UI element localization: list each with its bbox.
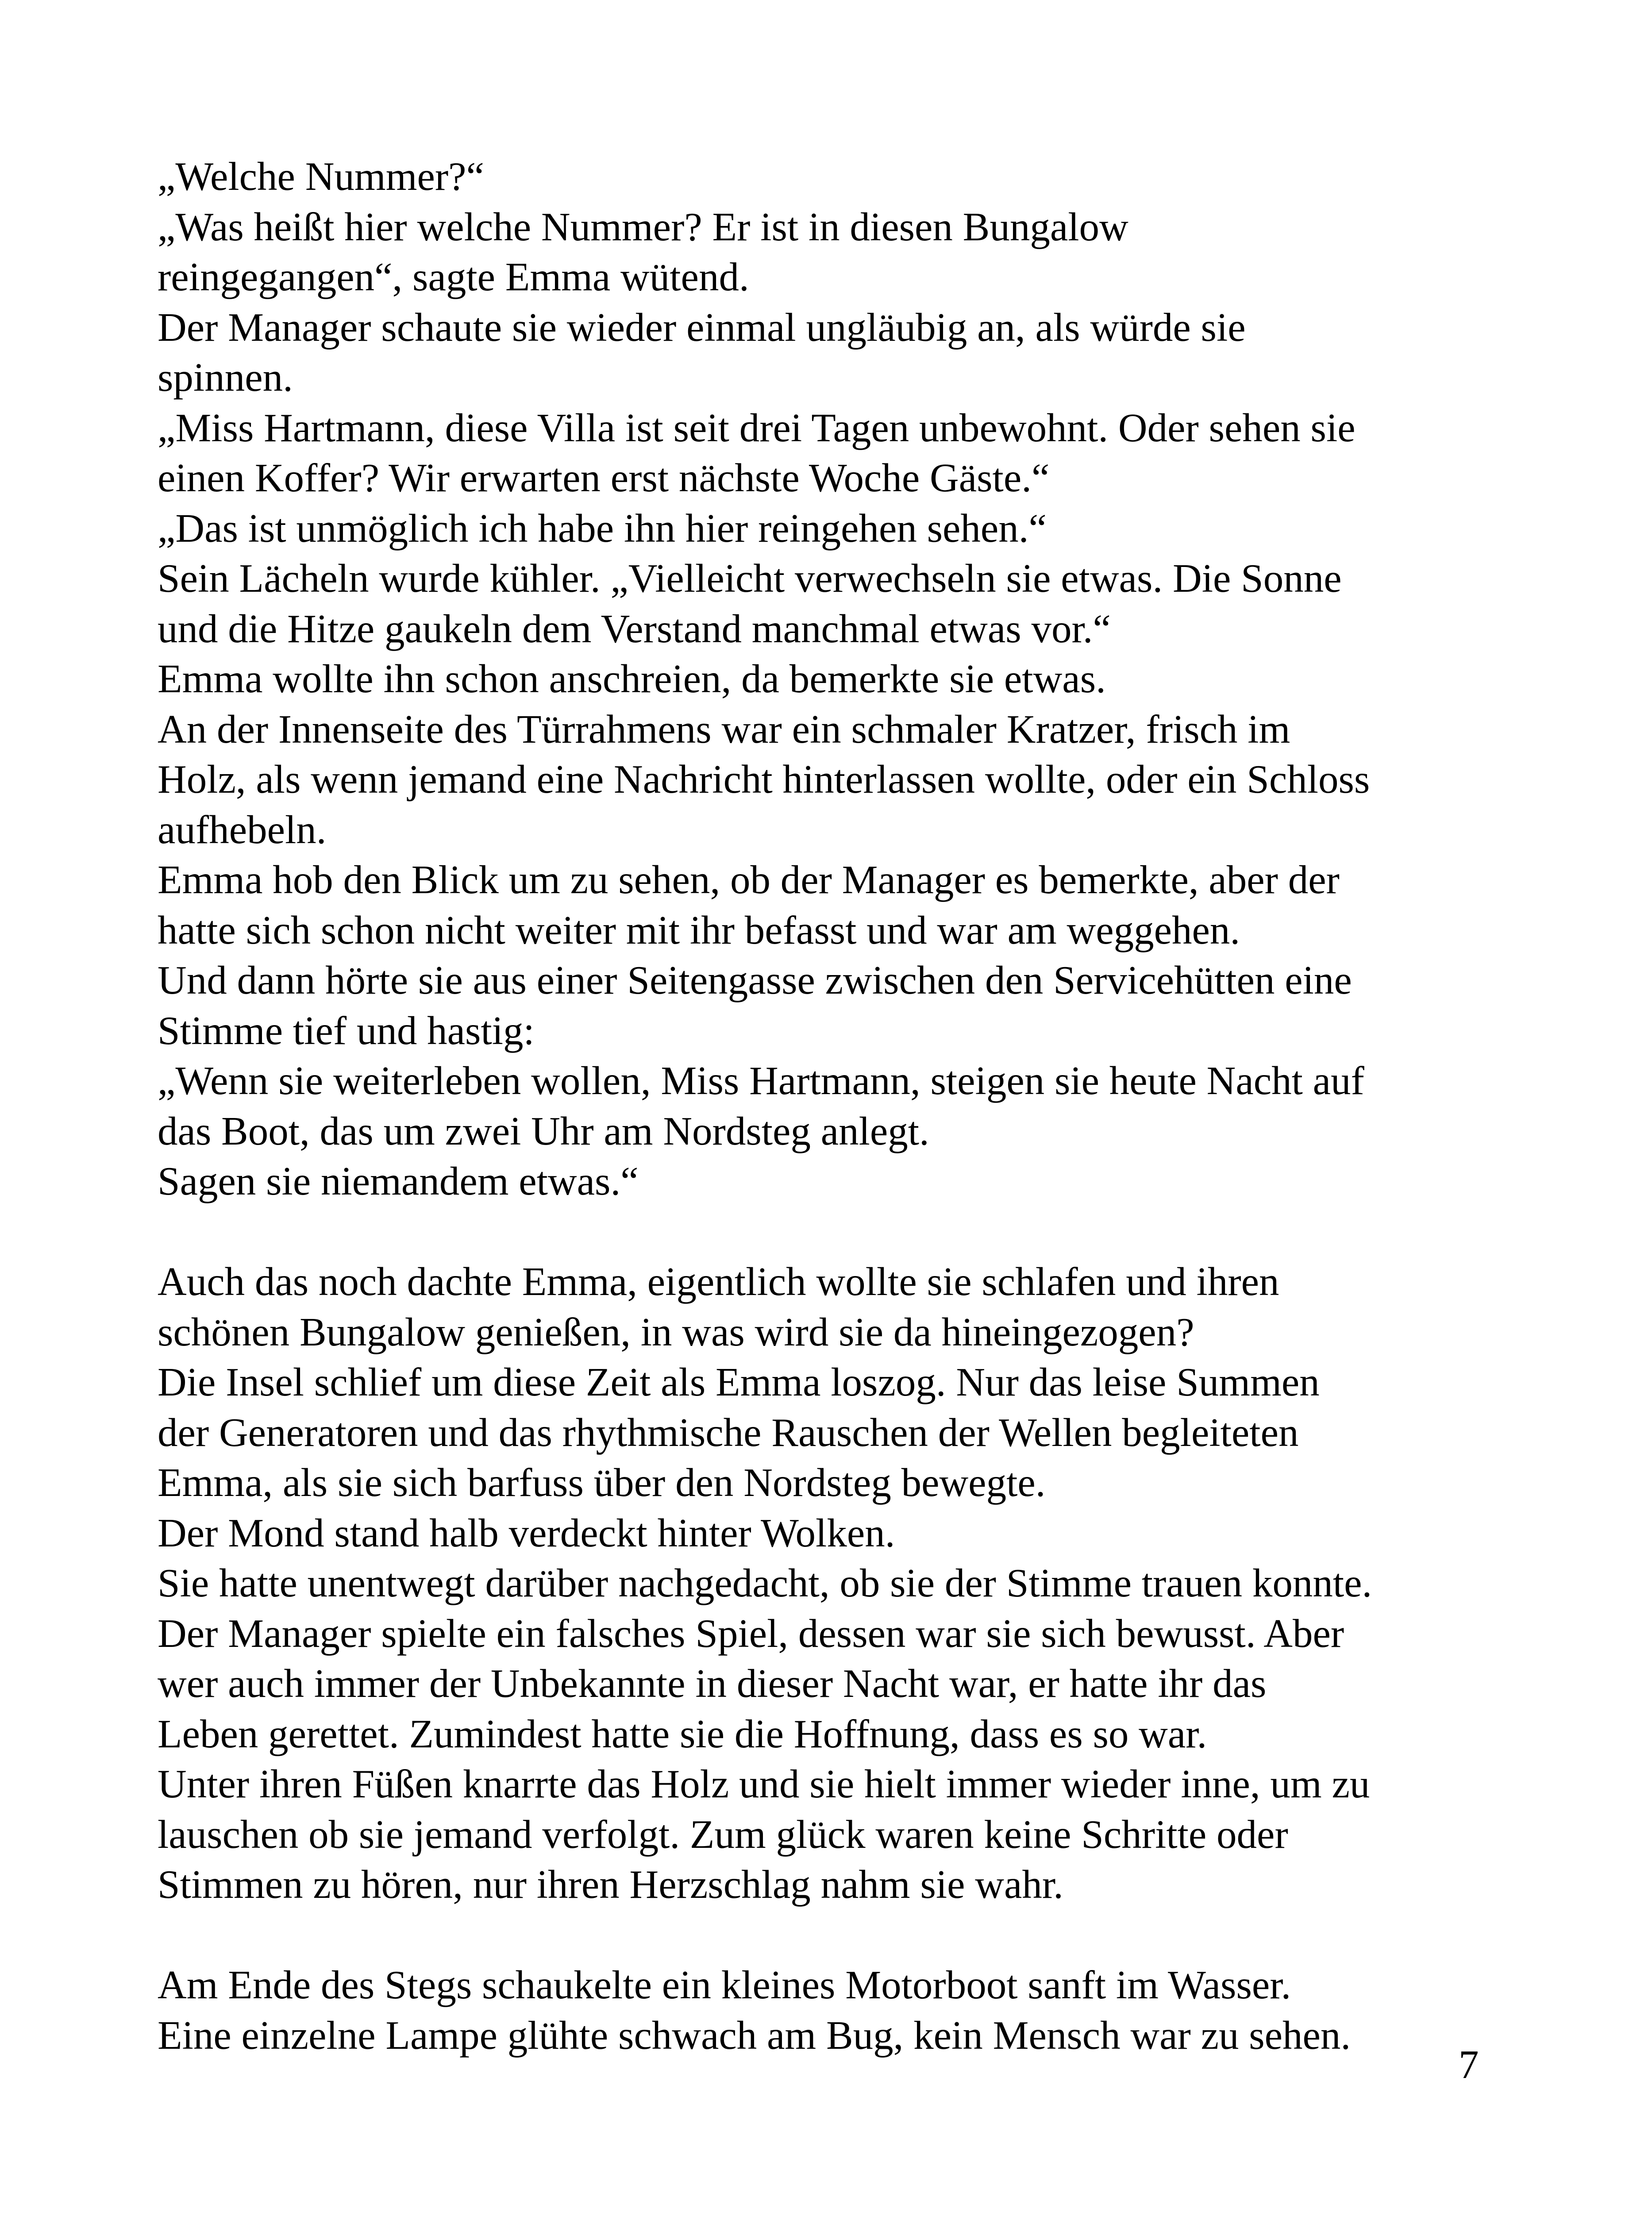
text-line: „Wenn sie weiterleben wollen, Miss Hartmann, steigen sie heute Nacht auf [158, 1058, 1364, 1103]
text-line: reingegangen“, sagte Emma wütend. [158, 254, 749, 299]
text-line: lauschen ob sie jemand verfolgt. Zum glück waren keine Schritte oder [158, 1812, 1288, 1857]
text-line: Stimmen zu hören, nur ihren Herzschlag nahm sie wahr. [158, 1862, 1063, 1907]
text-line: „Was heißt hier welche Nummer? Er ist in diesen Bungalow [158, 204, 1128, 249]
text-line: Unter ihren Füßen knarrte das Holz und sie hielt immer wieder inne, um zu [158, 1762, 1370, 1806]
text-line: „Das ist unmöglich ich habe ihn hier reingehen sehen.“ [158, 505, 1047, 551]
text-line: der Generatoren und das rhythmische Rauschen der Wellen begleiteten [158, 1410, 1299, 1455]
paragraph-gap [158, 1910, 1529, 1960]
text-line: hatte sich schon nicht weiter mit ihr befasst und war am weggehen. [158, 907, 1240, 952]
text-line: Die Insel schlief um diese Zeit als Emma loszog. Nur das leise Summen [158, 1360, 1320, 1404]
text-line: Sein Lächeln wurde kühler. „Vielleicht verwechseln sie etwas. Die Sonne [158, 556, 1342, 601]
text-line: Eine einzelne Lampe glühte schwach am Bug, kein Mensch war zu sehen. [158, 2013, 1351, 2058]
text-line: aufhebeln. [158, 807, 327, 852]
text-line: Leben gerettet. Zumindest hatte sie die Hoffnung, dass es so war. [158, 1711, 1207, 1756]
paragraph-gap [158, 1207, 1529, 1257]
text-line: Stimme tief und hastig: [158, 1008, 535, 1053]
text-line: Und dann hörte sie aus einer Seitengasse zwischen den Servicehütten eine [158, 958, 1352, 1002]
text-line: Sie hatte unentwegt darüber nachgedacht, ob sie der Stimme trauen konnte. [158, 1561, 1372, 1605]
text-line: schönen Bungalow genießen, in was wird sie da hineingezogen? [158, 1309, 1194, 1354]
text-line: Am Ende des Stegs schaukelte ein kleines Motorboot sanft im Wasser. [158, 1962, 1291, 2007]
text-line: spinnen. [158, 355, 293, 400]
text-line: einen Koffer? Wir erwarten erst nächste Woche Gäste.“ [158, 455, 1050, 500]
text-line: „Welche Nummer?“ [158, 154, 484, 199]
text-line: das Boot, das um zwei Uhr am Nordsteg anlegt. [158, 1108, 929, 1153]
text-line: Emma, als sie sich barfuss über den Nordsteg bewegte. [158, 1460, 1046, 1505]
text-line: Auch das noch dachte Emma, eigentlich wollte sie schlafen und ihren [158, 1259, 1279, 1304]
body-text [158, 151, 1529, 2060]
text-line: Der Mond stand halb verdeckt hinter Wolken. [158, 1510, 895, 1555]
text-line: Der Manager schaute sie wieder einmal ungläubig an, als würde sie [158, 305, 1246, 350]
text-line: wer auch immer der Unbekannte in dieser Nacht war, er hatte ihr das [158, 1661, 1267, 1706]
text-line: Der Manager spielte ein falsches Spiel, dessen war sie sich bewusst. Aber [158, 1611, 1344, 1656]
page-number: 7 [1459, 2042, 1479, 2087]
text-line: und die Hitze gaukeln dem Verstand manchmal etwas vor.“ [158, 606, 1111, 651]
text-line: Emma hob den Blick um zu sehen, ob der Manager es bemerkte, aber der [158, 857, 1340, 902]
text-line: „Miss Hartmann, diese Villa ist seit drei Tagen unbewohnt. Oder sehen sie [158, 405, 1355, 450]
text-line: Emma wollte ihn schon anschreien, da bemerkte sie etwas. [158, 656, 1106, 701]
text-line: Holz, als wenn jemand eine Nachricht hinterlassen wollte, oder ein Schloss [158, 757, 1370, 802]
text-line: Sagen sie niemandem etwas.“ [158, 1159, 639, 1203]
text-line: An der Innenseite des Türrahmens war ein schmaler Kratzer, frisch im [158, 706, 1290, 752]
